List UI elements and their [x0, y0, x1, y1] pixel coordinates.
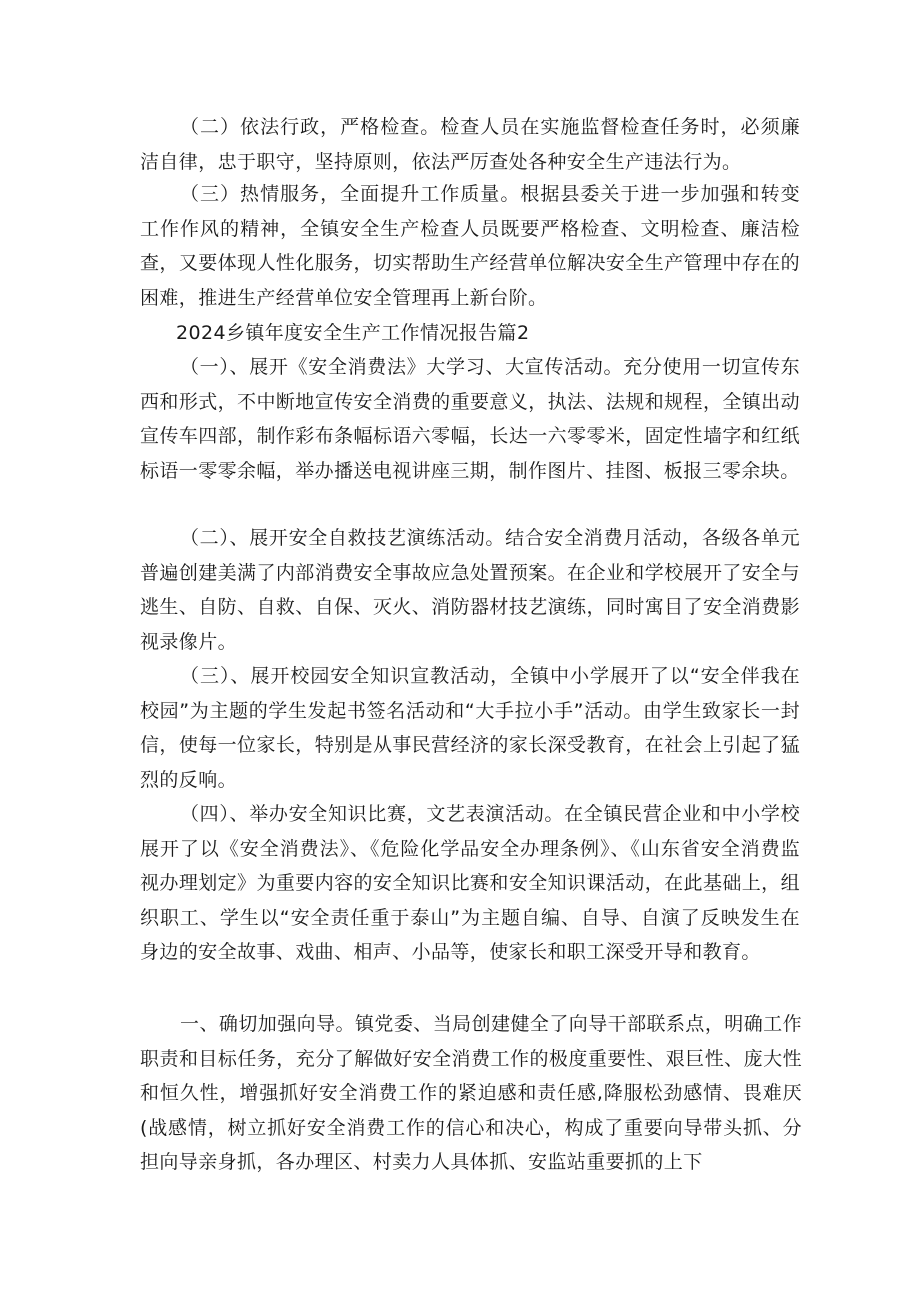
paragraph-self-rescue-drill: （二）、展开安全自救技艺演练活动。结合安全消费月活动，各级各单元普遍创建美满了内部消费安全事故应急处置预案。在企业和学校展开了安全与逃生、自防、自救、自保、灭火、消防器材技艺演练，同时寓目了安全消费影视录像片。	[140, 527, 800, 653]
paragraph-knowledge-contest: （四）、举办安全知识比赛，文艺表演活动。在全镇民营企业和中小学校展开了以《安全消费法》、《危险化学品安全办理条例》、《山东省安全消费监视办理划定》为重要内容的安全知识比赛和安全知识课活动，在此基础上，组织职工、学生以“安全责任重于泰山”为主题自编、自导、自演了反映发生在身边的安全故事、戏曲、相声、小品等，使家长和职工深受开导和教育。	[140, 803, 800, 963]
paragraph-campus-safety: （三）、展开校园安全知识宣教活动，全镇中小学展开了以“安全伴我在校园”为主题的学生发起书签名活动和“大手拉小手”活动。由学生致家长一封信，使每一位家长，特别是从事民营经济的家长深受教育，在社会上引起了猛烈的反响。	[140, 665, 800, 791]
paragraph-strict-inspection: （二）依法行政，严格检查。检查人员在实施监督检查任务时，必须廉洁自律，忠于职守，坚持原则，依法严厉查处各种安全生产违法行为。	[140, 116, 800, 173]
paragraph-leadership: 一、确切加强向导。镇党委、当局创建健全了向导干部联系点，明确工作职责和目标任务，充分了解做好安全消费工作的极度重要性、艰巨性、庞大性和恒久性，增强抓好安全消费工作的紧迫感和责任感,降服松劲感情、畏难厌(战感情，树立抓好安全消费工作的信心和决心，构成了重要向导带头抓、分担向导亲身抓，各办理区、村卖力人具体抓、安监站重要抓的上下	[140, 1013, 802, 1173]
paragraph-enthusiastic-service: （三）热情服务，全面提升工作质量。根据县委关于进一步加强和转变工作作风的精神，全镇安全生产检查人员既要严格检查、文明检查、廉洁检查，又要体现人性化服务，切实帮助生产经营单位解决安全生产管理中存在的困难，推进生产经营单位安全管理再上新台阶。	[140, 183, 800, 309]
paragraph-publicity-activity: （一）、展开《安全消费法》大学习、大宣传活动。充分使用一切宣传东西和形式，不中断地宣传安全消费的重要意义，执法、法规和规程，全镇出动宣传车四部，制作彩布条幅标语六零幅，长达一六零零米，固定性墙字和红纸标语一零零余幅，举办播送电视讲座三期，制作图片、挂图、板报三零余块。	[140, 356, 800, 482]
section-heading: 2024乡镇年度安全生产工作情况报告篇2	[176, 322, 530, 344]
